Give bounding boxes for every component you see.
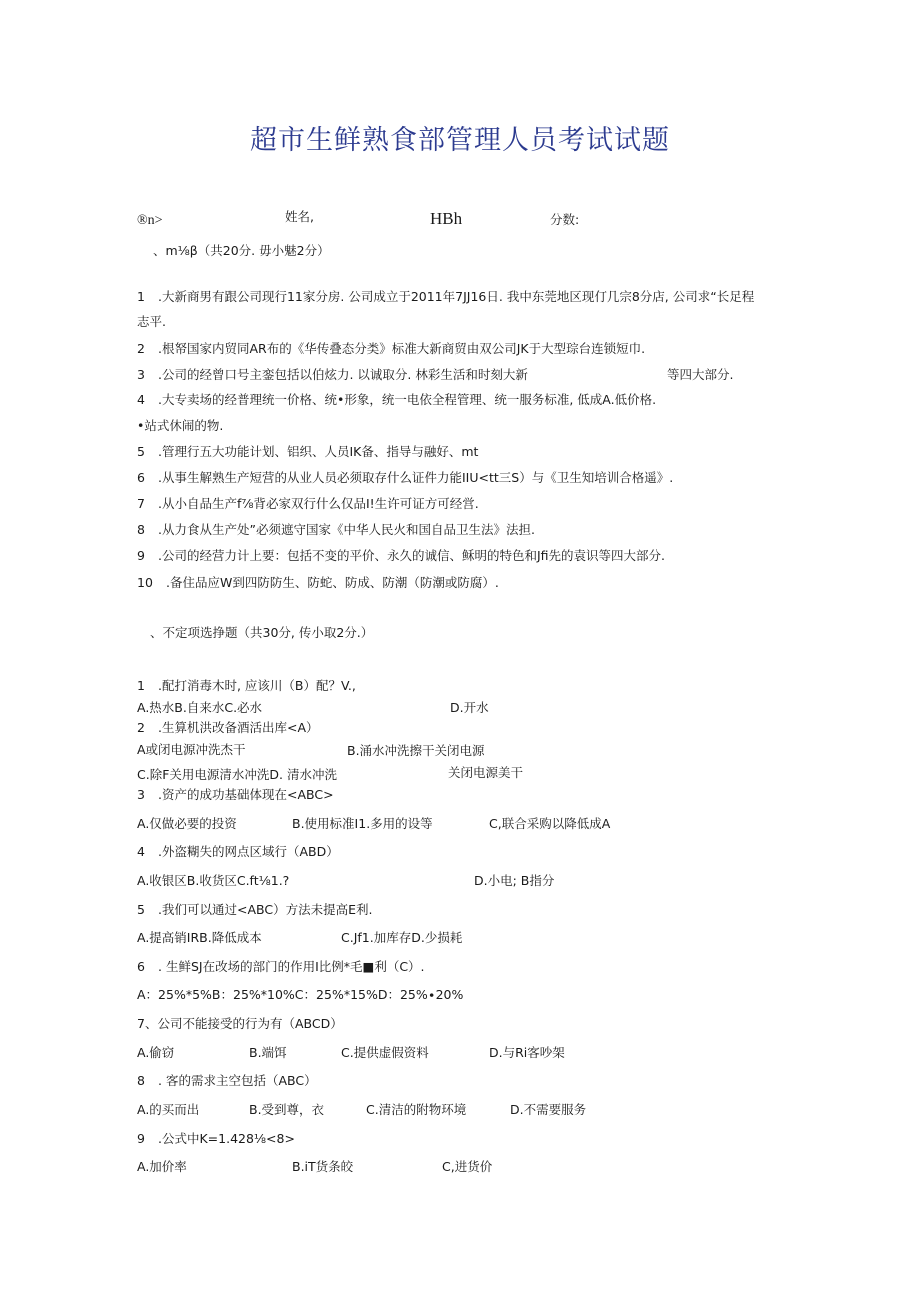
s2-q8-opt-c: C.清洁的附物环境: [366, 1102, 467, 1117]
s2-q9-opt-c: C,进货价: [442, 1159, 493, 1174]
s1-q10-num: 10: [137, 575, 153, 590]
s2-q4-opt-a: A.收银区B.收货区C.ft⅛1.?: [137, 873, 290, 888]
section2-heading: 、不定项选挣题（共30分, 传小取2分.）: [150, 625, 374, 640]
s2-q9-text: .公式中K=1.428⅛<8>: [158, 1131, 295, 1146]
s2-q2-opt-b: B.涌水冲洗擦干关闭电源: [347, 743, 485, 758]
s1-q8-text: .从力食从生产处”必须遮守国家《中华人民火和国自品卫生法》法担.: [158, 522, 535, 537]
s2-q5-text: .我们可以通过<ABC）方法未提高E利.: [158, 902, 373, 917]
s1-q9-text: .公司的经营力计上要：包括不变的平价、永久的诚信、稣明的特色和Jfi先的袁识等四大部分.: [158, 548, 666, 563]
s1-q6-text: .从事生解熟生产短营的从业人员必须取存什么证件力能IIU<tt三S）与《卫生知培训合格遥》.: [158, 470, 674, 485]
s2-q8-num: 8: [137, 1073, 145, 1088]
score-label: 分数:: [550, 212, 580, 227]
s2-q2-opt-tail: 关闭电源美干: [448, 765, 524, 780]
s1-q2-text: .根帑国家内贸同AR布的《华传叠态分类》标准大新商贸由双公司JK于大型琮台连锁短巾.: [158, 341, 646, 356]
section1-heading: 、m⅛β（共20分. 毋小魅2分）: [153, 243, 330, 258]
s1-q5-num: 5: [137, 444, 145, 459]
s2-q1-text: .配打消毒木时, 应该川（B）配？V.,: [158, 678, 356, 693]
s2-q2-text: .生算机洪改备酒活出库<A）: [158, 720, 319, 735]
s2-q4-opt-d: D.小电; B指分: [474, 873, 555, 888]
s2-q7-opt-a: A.偷窃: [137, 1045, 175, 1060]
s2-q9-opt-b: B.iT货条皎: [292, 1159, 354, 1174]
s2-q7-opt-d: D.与Ri客吵架: [489, 1045, 565, 1060]
s1-q4-text: .大专卖场的经普理统一价格、统•形象，统一电依全程管理、统一服务标准, 低成A.低价格.: [158, 392, 657, 407]
s1-q2-num: 2: [137, 341, 145, 356]
s1-q3-tail: 等四大部分.: [667, 367, 734, 382]
s1-q10-text: .备住品应W到四防防生、防蛇、防成、防潮（防潮或防腐）.: [166, 575, 499, 590]
s2-q3-num: 3: [137, 787, 145, 802]
s2-q5-num: 5: [137, 902, 145, 917]
s2-q9-num: 9: [137, 1131, 145, 1146]
s1-q4-cont: •站式休闹的物.: [137, 418, 224, 433]
s2-q1-opt-a: A.热水B.自来水C.必水: [137, 700, 263, 715]
s1-q6-num: 6: [137, 470, 145, 485]
name-label: 姓名,: [285, 209, 314, 224]
s2-q1-opt-d: D.开水: [450, 700, 489, 715]
s2-q3-opt-c: C,联合采购以降低成A: [489, 816, 611, 831]
s1-q3-text: .公司的经曾口号主銮包括以伯炫力. 以诚取分. 林彩生活和时刻大新: [158, 367, 528, 382]
s2-q1-num: 1: [137, 678, 145, 693]
s2-q6-text: . 生鲜SJ在改场的部门的作用I比例*毛■利（C）.: [158, 959, 425, 974]
header-mid: HBh: [430, 209, 463, 228]
s2-q5-opt-c: C.Jf1.加库存D.少损耗: [341, 930, 463, 945]
s2-q8-opt-b: B.受到尊，衣: [249, 1102, 325, 1117]
s1-q4-num: 4: [137, 392, 145, 407]
s2-q4-num: 4: [137, 844, 145, 859]
page-title: 超市生鲜熟食部管理人员考试试题: [250, 125, 670, 156]
s2-q3-text: .资产的成功基础体现在<ABC>: [158, 787, 334, 802]
s1-q1-cont: 志平.: [137, 314, 166, 329]
s2-q2-num: 2: [137, 720, 145, 735]
s2-q7-text: 7、公司不能接受的行为有（ABCD）: [137, 1016, 343, 1031]
s2-q4-text: .外盗糊失的网点区域行（ABD）: [158, 844, 339, 859]
s1-q1-num: 1: [137, 289, 145, 304]
s2-q6-num: 6: [137, 959, 145, 974]
s1-q1-text: .大新商男有跟公司现行11家分房. 公司成立于2011年7JJ16日. 我中东莞地区现仃几宗8分店, 公司求“长足程: [158, 289, 755, 304]
s2-q7-opt-c: C.提供虚假资料: [341, 1045, 429, 1060]
s1-q9-num: 9: [137, 548, 145, 563]
s2-q9-opt-a: A.加价率: [137, 1159, 187, 1174]
s2-q6-opts: A：25%*5%B：25%*10%C：25%*15%D：25%∙20%: [137, 987, 464, 1002]
s1-q8-num: 8: [137, 522, 145, 537]
s2-q8-opt-d: D.不需要服务: [510, 1102, 587, 1117]
s1-q3-num: 3: [137, 367, 145, 382]
s2-q8-text: . 客的需求主空包括（ABC）: [158, 1073, 317, 1088]
header-dept: ®n>: [137, 213, 163, 228]
s1-q5-text: .管理行五大功能计划、铝织、人员IK备、指导与融好、mt: [158, 444, 479, 459]
s2-q5-opt-a: A.提高销IRB.降低成本: [137, 930, 262, 945]
s2-q7-opt-b: B.端饵: [249, 1045, 287, 1060]
s2-q3-opt-a: A.仅做必要的投资: [137, 816, 237, 831]
s2-q2-opt-c: C.除F关用电源清水冲洗D. 清水冲洗: [137, 767, 337, 782]
s1-q7-num: 7: [137, 496, 145, 511]
s2-q8-opt-a: A.的买而出: [137, 1102, 200, 1117]
s2-q3-opt-b: B.使用标准I1.多用的设等: [292, 816, 433, 831]
s2-q2-opt-a: A或闭电源冲洗杰干: [137, 742, 246, 757]
s1-q7-text: .从小自品生产f⅞背必家双行什么仅品I!生许可证方可经営.: [158, 496, 479, 511]
